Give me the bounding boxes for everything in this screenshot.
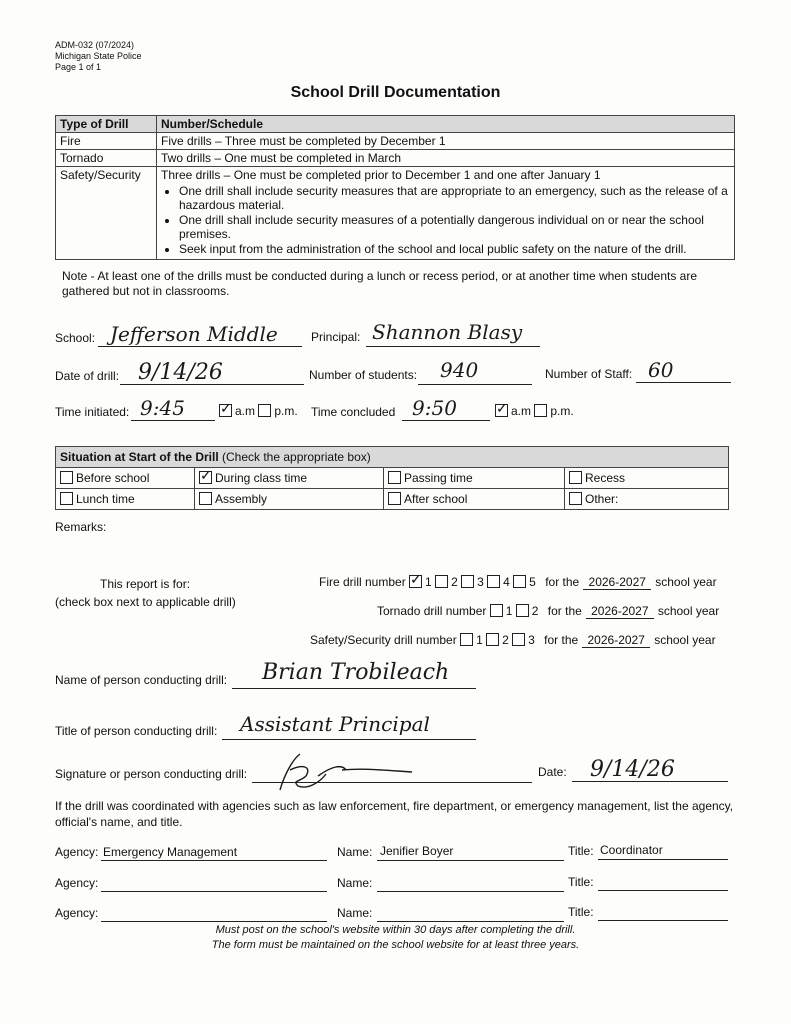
title-label: Title: xyxy=(568,875,594,889)
bullet-item: • One drill shall include security measures of a potentially dangerous individual on or near the school premises. xyxy=(179,213,730,241)
name-label: Name: xyxy=(337,876,373,890)
fire-drill-3-checkbox[interactable] xyxy=(461,575,474,588)
table-row xyxy=(56,167,735,260)
title-label: Title: xyxy=(568,844,594,858)
drill-type: Tornado xyxy=(56,150,157,167)
tornado-drill-row: Tornado drill number 1 2 for the 2026-2027 school year xyxy=(377,604,720,618)
signature-label: Signature or person conducting drill: xyxy=(55,767,248,781)
fire-drill-2-checkbox[interactable] xyxy=(435,575,448,588)
name-label: Name: xyxy=(337,906,373,920)
option-before-school[interactable]: Before school xyxy=(56,468,195,489)
page-title: School Drill Documentation xyxy=(290,84,501,101)
safety-drill-row: Safety/Security drill number 1 2 3 for the 2026-2027 school year xyxy=(310,633,716,647)
col-header-schedule: Number/Schedule xyxy=(157,116,735,133)
security-bullets xyxy=(161,184,730,256)
drill-type: Safety/Security xyxy=(56,167,157,260)
pm-label: p.m. xyxy=(274,404,298,418)
situation-header xyxy=(56,447,729,468)
date-field[interactable]: 9/14/26 xyxy=(138,360,223,385)
agency-field[interactable]: Emergency Management xyxy=(103,845,238,859)
am-checkbox[interactable] xyxy=(495,404,508,417)
report-for-instruction: (check box next to applicable drill) xyxy=(55,595,236,609)
safety-drill-label: Safety/Security drill number xyxy=(310,633,457,647)
safety-drill-1-checkbox[interactable] xyxy=(460,633,473,646)
name-label: Name: xyxy=(337,845,373,859)
school-field[interactable]: Jefferson Middle xyxy=(110,322,278,346)
report-for-label: This report is for: xyxy=(100,577,191,591)
table-row xyxy=(56,150,735,167)
pm-checkbox[interactable] xyxy=(258,404,271,417)
signature-field[interactable] xyxy=(262,746,422,794)
drill-schedule-table xyxy=(55,115,735,260)
tornado-school-year-field[interactable]: 2026-2027 xyxy=(586,604,654,619)
agency-instruction: If the drill was coordinated with agencies such as law enforcement, fire department, or emergency management, list the agency, official's name, and title. xyxy=(55,799,734,829)
official-title-field[interactable]: Coordinator xyxy=(600,843,663,857)
date-signed-label: Date: xyxy=(538,765,567,779)
form-header xyxy=(55,40,142,73)
staff-field[interactable]: 60 xyxy=(648,358,674,382)
safety-school-year-field[interactable]: 2026-2027 xyxy=(582,633,650,648)
situation-table xyxy=(55,446,729,510)
page-number: Page 1 of 1 xyxy=(55,62,102,72)
time-initiated-field[interactable]: 9:45 xyxy=(140,396,185,420)
option-assembly[interactable]: Assembly xyxy=(195,489,384,510)
form-id: ADM-032 (07/2024) xyxy=(55,40,135,50)
situation-title: Situation at Start of the Drill xyxy=(60,450,219,464)
bullet-item: • One drill shall include security measures that are appropriate to an emergency, such as the release of a hazardous material. xyxy=(179,184,730,212)
fire-drill-1-checkbox[interactable] xyxy=(409,575,422,588)
time-concluded-ampm xyxy=(495,404,574,418)
option-after-school[interactable]: After school xyxy=(384,489,565,510)
fire-drill-label: Fire drill number xyxy=(319,575,406,589)
agency-label: Agency: xyxy=(55,876,99,890)
remarks-label: Remarks: xyxy=(55,520,107,534)
option-during-class[interactable]: ✓ During class time xyxy=(195,468,384,489)
tornado-drill-2-checkbox[interactable] xyxy=(516,604,529,617)
official-name-field[interactable]: Jenifier Boyer xyxy=(380,844,454,858)
title-label: Title: xyxy=(568,905,594,919)
drill-schedule-cell xyxy=(157,167,735,260)
am-label: a.m xyxy=(511,404,532,418)
school-label: School: xyxy=(55,331,96,345)
option-recess[interactable]: Recess xyxy=(565,468,729,489)
date-signed-field[interactable]: 9/14/26 xyxy=(590,757,675,782)
drill-note: Note - At least one of the drills must be conducted during a lunch or recess period, or at another time when students are gathered but not in classrooms. xyxy=(62,269,698,298)
footer-line-2: The form must be maintained on the school website for at least three years. xyxy=(211,939,580,951)
pm-label: p.m. xyxy=(550,404,574,418)
time-concluded-field[interactable]: 9:50 xyxy=(412,396,457,420)
form-agency: Michigan State Police xyxy=(55,51,142,61)
fire-drill-4-checkbox[interactable] xyxy=(487,575,500,588)
fire-school-year-field[interactable]: 2026-2027 xyxy=(583,575,651,590)
date-label: Date of drill: xyxy=(55,369,120,383)
col-header-type: Type of Drill xyxy=(56,116,157,133)
principal-label: Principal: xyxy=(311,330,361,344)
option-passing-time[interactable]: Passing time xyxy=(384,468,565,489)
fire-drill-row: Fire drill number ✓ 1 2 3 4 5 for the 2026-2027 school year xyxy=(319,575,717,590)
am-checkbox[interactable] xyxy=(219,404,232,417)
conductor-title-field[interactable]: Assistant Principal xyxy=(240,712,430,736)
time-initiated-ampm xyxy=(219,404,298,418)
agency-label: Agency: xyxy=(55,845,99,859)
agency-label: Agency: xyxy=(55,906,99,920)
students-field[interactable]: 940 xyxy=(440,358,479,382)
table-row xyxy=(56,133,735,150)
situation-instruction: (Check the appropriate box) xyxy=(218,450,371,464)
tornado-drill-1-checkbox[interactable] xyxy=(490,604,503,617)
footer-line-1: Must post on the school's website within 30 days after completing the drill. xyxy=(215,924,576,936)
time-initiated-label: Time initiated: xyxy=(55,405,130,419)
drill-schedule: Two drills – One must be completed in March xyxy=(157,150,735,167)
principal-field[interactable]: Shannon Blasy xyxy=(372,320,523,344)
drill-schedule: Three drills – One must be completed prior to December 1 and one after January 1 xyxy=(161,168,601,182)
drill-type: Fire xyxy=(56,133,157,150)
safety-drill-3-checkbox[interactable] xyxy=(512,633,525,646)
conductor-title-label: Title of person conducting drill: xyxy=(55,724,218,738)
drill-schedule: Five drills – Three must be completed by December 1 xyxy=(157,133,735,150)
tornado-drill-label: Tornado drill number xyxy=(377,604,487,618)
option-lunch-time[interactable]: Lunch time xyxy=(56,489,195,510)
safety-drill-2-checkbox[interactable] xyxy=(486,633,499,646)
staff-label: Number of Staff: xyxy=(545,367,633,381)
pm-checkbox[interactable] xyxy=(534,404,547,417)
am-label: a.m xyxy=(235,404,256,418)
fire-drill-5-checkbox[interactable] xyxy=(513,575,526,588)
time-concluded-label: Time concluded xyxy=(311,405,396,419)
conductor-name-field[interactable]: Brian Trobileach xyxy=(262,660,450,685)
option-other[interactable]: Other: xyxy=(565,489,729,510)
bullet-item: • Seek input from the administration of the school and local public safety on the nature of the drill. xyxy=(179,242,730,256)
conductor-name-label: Name of person conducting drill: xyxy=(55,673,228,687)
table-header-row xyxy=(56,116,735,133)
students-label: Number of students: xyxy=(309,368,418,382)
